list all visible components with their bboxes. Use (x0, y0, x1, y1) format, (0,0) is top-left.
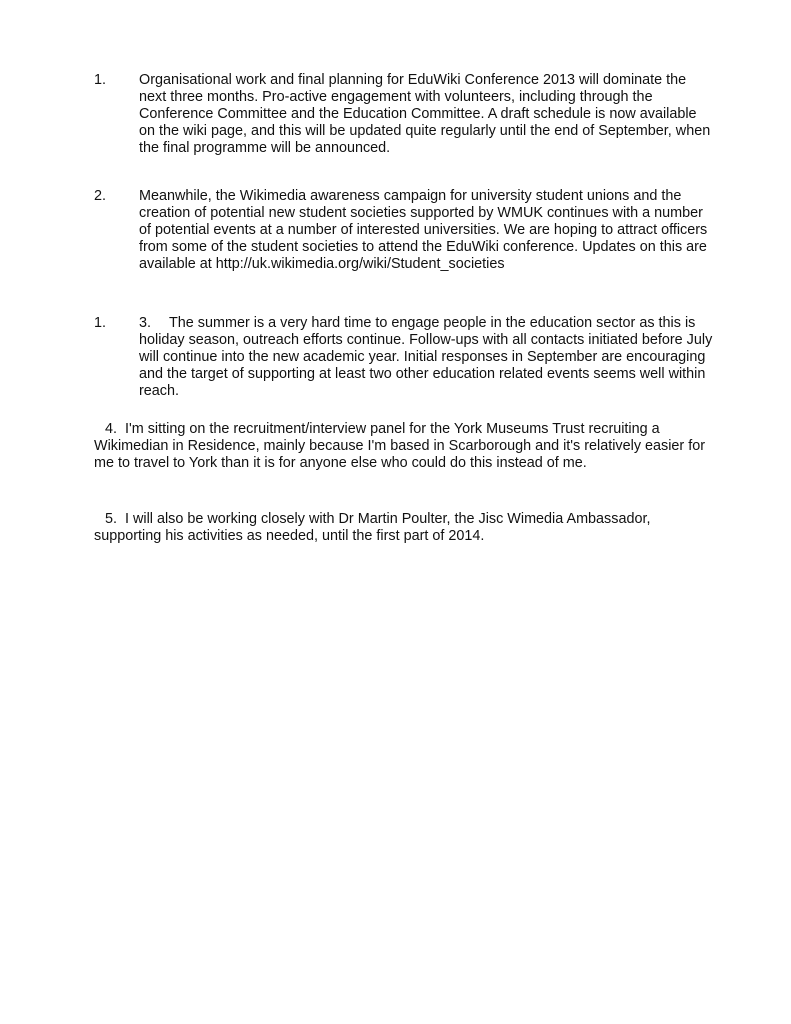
list-item (94, 72, 714, 157)
list-item-number: 1. (94, 315, 107, 331)
list-item (94, 315, 714, 400)
paragraph (94, 511, 714, 545)
list-item-body (139, 315, 714, 400)
paragraph-text: I'm sitting on the recruitment/interview panel for the York Museums Trust recruiting a Wikimedian in Residence, mainly because I'm based in Scarborough and it's relatively easier for me to travel to York than it is for anyone else who could do this instead of me. (94, 421, 705, 471)
list-item-number: 2. (94, 188, 107, 204)
list-item (94, 188, 714, 273)
list-item-inner-number: 3. (139, 315, 152, 331)
paragraph (94, 421, 714, 472)
list-item-text: The summer is a very hard time to engage people in the education sector as this is holiday season, outreach efforts continue. Follow-ups with all contacts initiated before July will continue into the new academic year. Initial responses in September are encouraging and the target of supporting at least two other education related events seems well within reach. (139, 315, 713, 399)
list-item-number: 1. (94, 72, 107, 88)
paragraph-number: 4. (105, 421, 118, 437)
list-item-text: Organisational work and final planning for EduWiki Conference 2013 will dominate the next three months. Pro-active engagement with volunteers, including through the Conference Committee and the Education Committee. A draft schedule is now available on the wiki page, and this will be updated quite regularly until the end of September, when the final programme will be announced. (139, 72, 711, 156)
list-item-text: Meanwhile, the Wikimedia awareness campaign for university student unions and the creation of potential new student societies supported by WMUK continues with a number of potential events at a number of interested universities. We are hoping to attract officers from some of the student societies to attend the EduWiki conference. Updates on this are available at http://uk.wikimedia.org/wiki/Student_societies (139, 188, 708, 272)
paragraph-text: I will also be working closely with Dr Martin Poulter, the Jisc Wimedia Ambassador, supporting his activities as needed, until the first part of 2014. (94, 511, 651, 544)
paragraph-number: 5. (105, 511, 118, 527)
